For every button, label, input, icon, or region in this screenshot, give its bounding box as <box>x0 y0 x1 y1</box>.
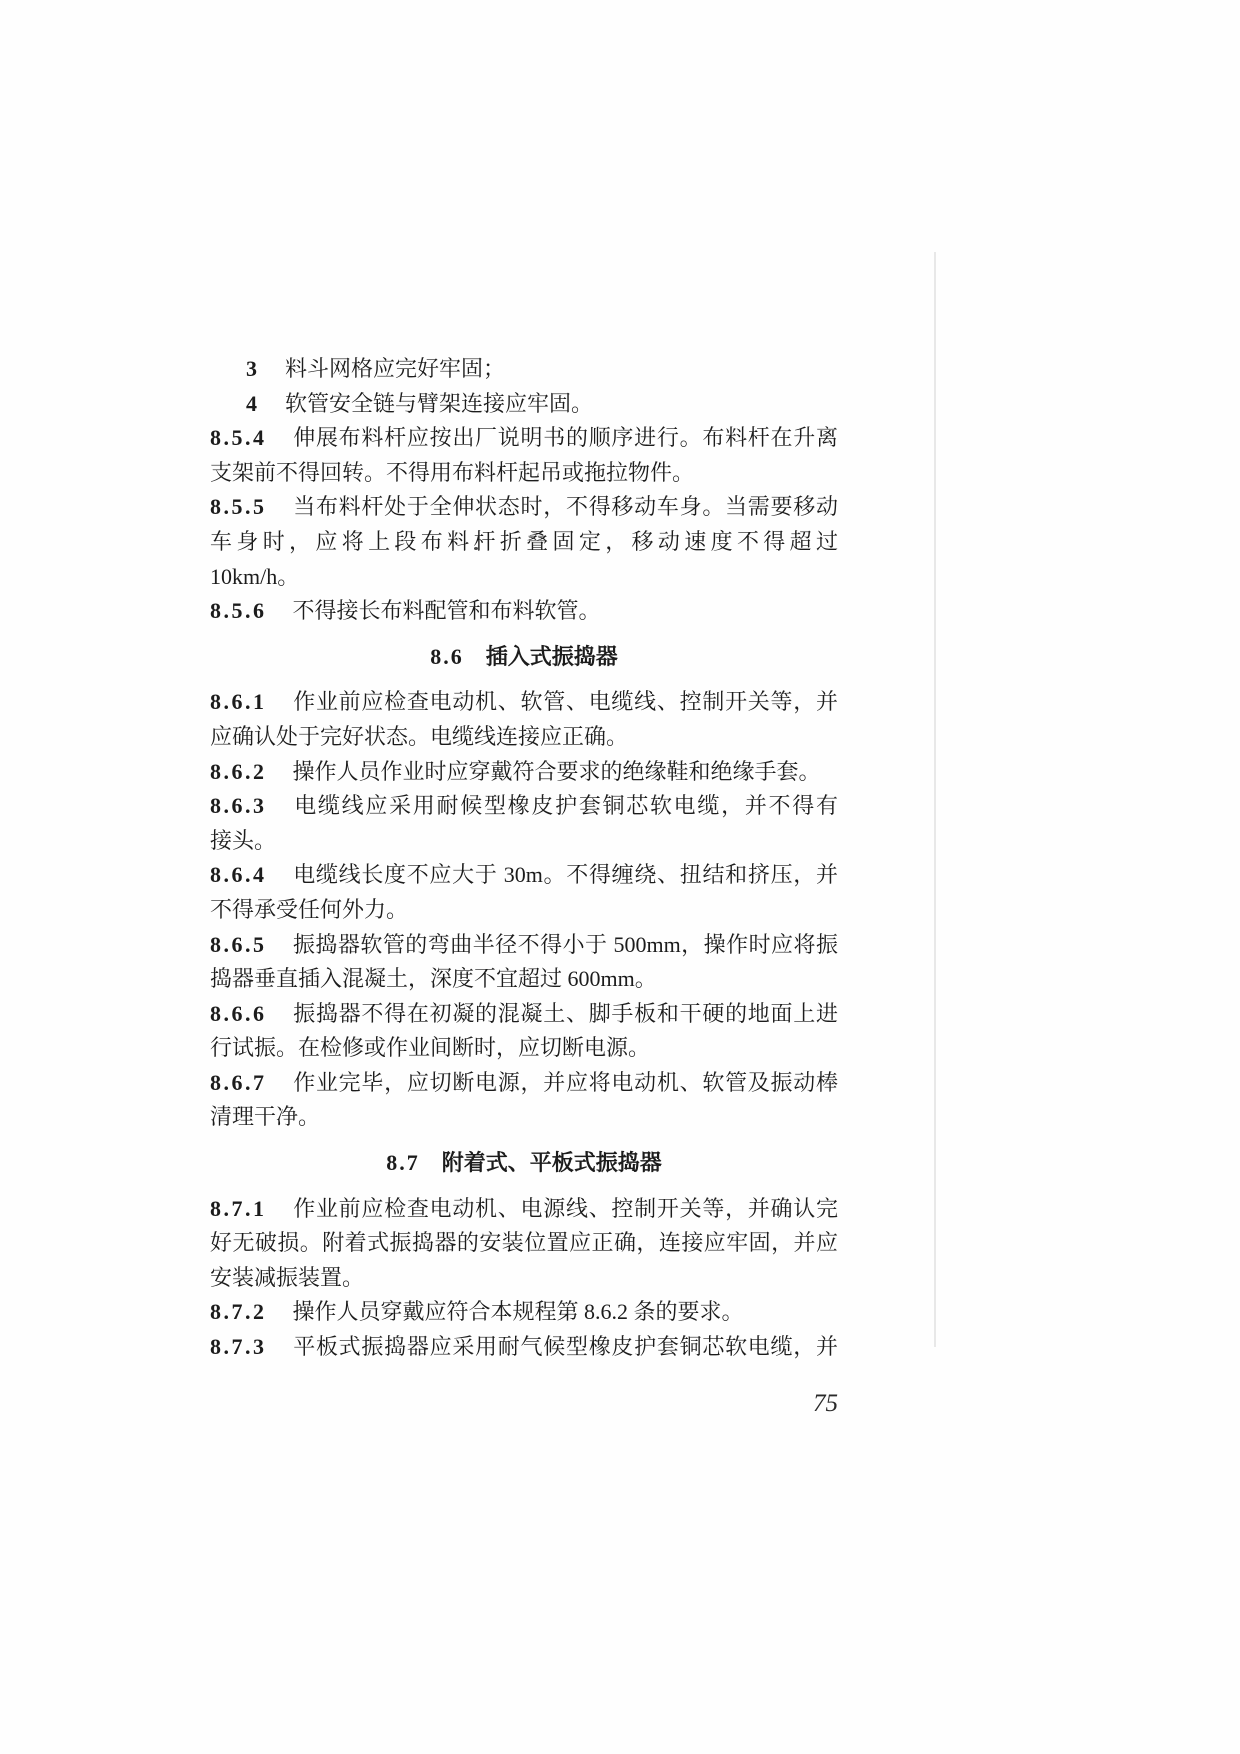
clause-8-6-7-line-1 <box>210 1066 838 1101</box>
clause-8-7-1-line-1 <box>210 1192 838 1227</box>
clause-text: 当布料杆处于全伸状态时，不得移动车身。当需要移动 <box>292 494 838 520</box>
clause-8-5-5-line-1 <box>210 490 838 525</box>
clause-8-6-1-line-2 <box>210 720 838 755</box>
clause-text: 作业前应检查电动机、电源线、控制开关等，并确认完 <box>292 1195 838 1221</box>
clause-8-7-1-line-2 <box>210 1226 838 1261</box>
section-heading-8-7 <box>210 1146 838 1181</box>
clause-text: 作业完毕，应切断电源，并应将电动机、软管及振动棒 <box>292 1069 838 1095</box>
clause-text: 电缆线应采用耐候型橡皮护套铜芯软电缆，并不得有 <box>292 793 838 819</box>
clause-8-6-3-line-1 <box>210 789 838 824</box>
section-title: 附着式、平板式振捣器 <box>441 1150 662 1176</box>
clause-number: 8.6.2 <box>210 758 267 784</box>
clause-number: 8.5.6 <box>210 598 267 624</box>
list-item-text: 料斗网格应完好牢固； <box>285 356 506 381</box>
clause-8-7-1-line-3 <box>210 1261 838 1296</box>
clause-8-6-2 <box>210 755 838 790</box>
clause-8-5-4-line-2 <box>210 456 838 491</box>
clause-8-6-4-line-2 <box>210 893 838 928</box>
section-number: 8.7 <box>386 1150 420 1176</box>
clause-text: 操作人员穿戴应符合本规程第 8.6.2 条的要求。 <box>292 1299 744 1325</box>
clause-text: 好无破损。附着式振捣器的安装位置应正确，连接应牢固，并应 <box>210 1230 838 1256</box>
page-number: 75 <box>813 1390 838 1417</box>
clause-text: 接头。 <box>210 827 277 853</box>
document-content <box>210 352 838 1365</box>
section-title: 插入式振捣器 <box>485 643 618 669</box>
clause-text: 伸展布料杆应按出厂说明书的顺序进行。布料杆在升离 <box>292 425 838 451</box>
section-heading-8-6 <box>210 640 838 675</box>
clause-8-6-3-line-2 <box>210 824 838 859</box>
clause-text: 车身时，应将上段布料杆折叠固定，移动速度不得超过 <box>210 528 838 554</box>
list-item-number: 3 <box>246 356 257 381</box>
clause-8-7-3-line-1 <box>210 1330 838 1365</box>
clause-text: 安装减振装置。 <box>210 1264 365 1290</box>
clause-text: 清理干净。 <box>210 1104 321 1130</box>
clause-number: 8.7.2 <box>210 1299 267 1325</box>
clause-text: 平板式振捣器应采用耐气候型橡皮护套铜芯软电缆，并 <box>292 1334 838 1360</box>
list-item-number: 4 <box>246 390 257 416</box>
clause-8-6-1-line-1 <box>210 685 838 720</box>
clause-8-6-4-line-1 <box>210 858 838 893</box>
clause-8-6-6-line-1 <box>210 997 838 1032</box>
list-item-4 <box>210 387 838 422</box>
clause-8-7-2 <box>210 1295 838 1330</box>
clause-text: 不得承受任何外力。 <box>210 896 409 922</box>
clause-number: 8.6.7 <box>210 1069 267 1095</box>
clause-8-5-6 <box>210 594 838 629</box>
clause-8-5-5-line-2 <box>210 525 838 560</box>
scan-artifact-line <box>934 252 936 1347</box>
clause-number: 8.5.5 <box>210 494 267 520</box>
clause-8-5-4-line-1 <box>210 421 838 456</box>
list-item-text: 软管安全链与臂架连接应牢固。 <box>285 390 594 416</box>
clause-text: 支架前不得回转。不得用布料杆起吊或拖拉物件。 <box>210 459 695 485</box>
clause-text: 电缆线长度不应大于 30m。不得缠绕、扭结和挤压，并 <box>292 862 838 888</box>
clause-text: 操作人员作业时应穿戴符合要求的绝缘鞋和绝缘手套。 <box>292 758 821 784</box>
clause-text: 行试振。在检修或作业间断时，应切断电源。 <box>210 1035 651 1061</box>
clause-text: 作业前应检查电动机、软管、电缆线、控制开关等，并 <box>292 689 838 715</box>
clause-text: 捣器垂直插入混凝土，深度不宜超过 600mm。 <box>210 966 657 992</box>
clause-text: 振捣器不得在初凝的混凝土、脚手板和干硬的地面上进 <box>292 1000 838 1026</box>
clause-number: 8.5.4 <box>210 425 267 451</box>
clause-8-6-7-line-2 <box>210 1100 838 1135</box>
clause-8-6-6-line-2 <box>210 1031 838 1066</box>
clause-number: 8.7.1 <box>210 1195 267 1221</box>
clause-8-6-5-line-2 <box>210 962 838 997</box>
list-item-3 <box>210 352 838 387</box>
clause-text: 振捣器软管的弯曲半径不得小于 500mm，操作时应将振 <box>292 931 838 957</box>
clause-8-5-5-line-3 <box>210 560 838 595</box>
section-number: 8.6 <box>430 643 464 669</box>
clause-number: 8.6.1 <box>210 689 267 715</box>
clause-number: 8.6.4 <box>210 862 267 888</box>
clause-number: 8.7.3 <box>210 1334 267 1360</box>
clause-number: 8.6.5 <box>210 931 267 957</box>
clause-text: 应确认处于完好状态。电缆线连接应正确。 <box>210 723 629 749</box>
clause-number: 8.6.6 <box>210 1000 267 1026</box>
clause-text: 不得接长布料配管和布料软管。 <box>292 598 601 624</box>
clause-8-6-5-line-1 <box>210 928 838 963</box>
clause-text: 10km/h。 <box>210 563 300 589</box>
clause-number: 8.6.3 <box>210 793 267 819</box>
